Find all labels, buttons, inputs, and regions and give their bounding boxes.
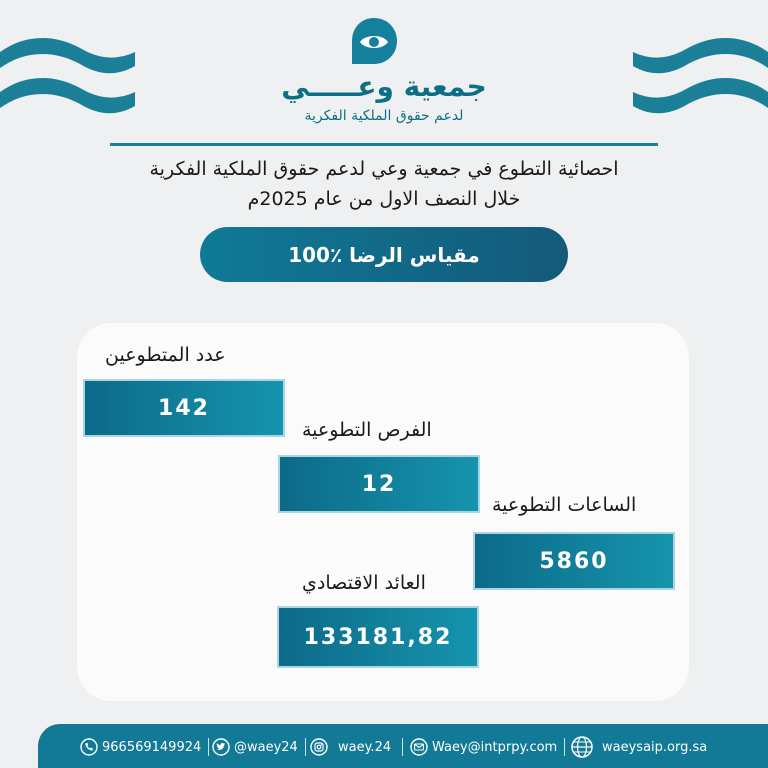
phone-number: 966569149924	[102, 739, 202, 755]
logo-eye-icon	[348, 16, 400, 68]
twitter-handle: @waey24	[234, 739, 298, 755]
page-title-line1: احصائية التطوع في جمعية وعي لدعم حقوق الملكية الفكرية	[149, 158, 619, 180]
email-address: Waey@intprpy.com	[432, 739, 558, 755]
satisfaction-label: مقياس الرضا ٪100	[288, 242, 480, 267]
hours-label: الساعات التطوعية	[492, 494, 637, 516]
header-divider	[110, 143, 658, 146]
hours-value: 5860	[539, 548, 609, 574]
economic-return-label: العائد الاقتصادي	[302, 572, 426, 594]
footer-separator	[402, 738, 403, 756]
instagram-icon	[310, 738, 328, 756]
page-title-line2: خلال النصف الاول من عام 2025م	[247, 188, 521, 210]
opportunities-label: الفرص التطوعية	[302, 419, 432, 441]
volunteers-value: 142	[158, 395, 210, 421]
phone-icon	[80, 738, 98, 756]
footer-instagram[interactable]	[310, 735, 391, 759]
globe-icon	[570, 735, 594, 759]
org-subtitle: لدعم حقوق الملكية الفكرية	[304, 108, 464, 124]
economic-return-value-box	[277, 606, 479, 668]
instagram-handle: waey.24	[338, 739, 392, 755]
satisfaction-badge	[200, 227, 568, 282]
economic-return-value: 133181,82	[303, 624, 453, 650]
org-name: جمعية وعـــــي	[281, 70, 487, 103]
opportunities-value-box	[278, 455, 480, 513]
footer-separator	[208, 738, 209, 756]
twitter-icon	[212, 738, 230, 756]
website-url: waeysaip.org.sa	[602, 739, 708, 755]
volunteers-value-box	[83, 379, 285, 437]
footer-separator	[305, 738, 306, 756]
email-icon	[410, 738, 428, 756]
hours-value-box	[473, 532, 675, 590]
footer-website[interactable]	[570, 735, 707, 759]
opportunities-value: 12	[361, 471, 397, 497]
footer-twitter[interactable]	[212, 735, 298, 759]
footer-separator	[564, 738, 565, 756]
footer-phone[interactable]	[80, 735, 201, 759]
volunteers-label: عدد المتطوعين	[105, 344, 226, 366]
footer-email[interactable]	[410, 735, 557, 759]
